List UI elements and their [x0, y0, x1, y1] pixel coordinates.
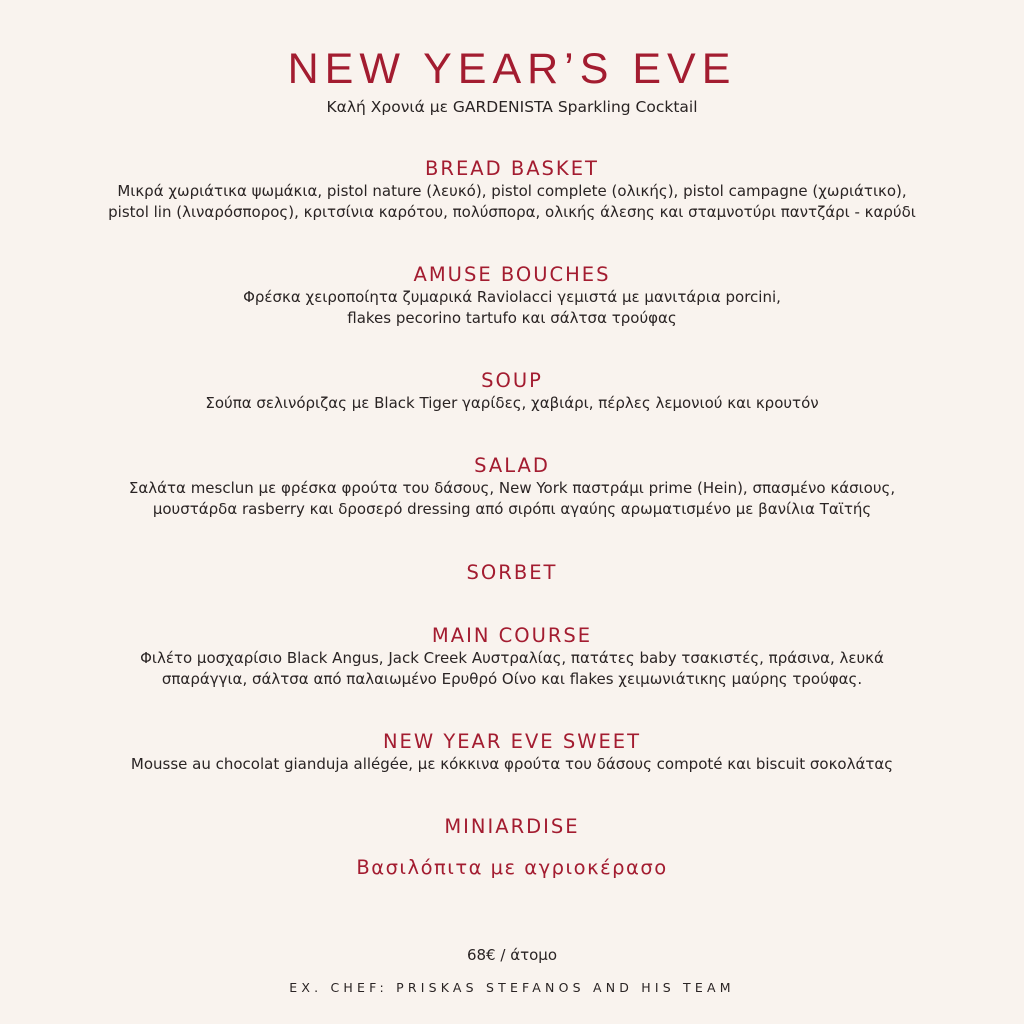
- price-per-person: 68€ / άτομο: [466, 946, 558, 964]
- section-soup: [0, 369, 1024, 414]
- section-heading: SALAD: [474, 454, 550, 477]
- section-main-course: [0, 624, 1024, 690]
- section-description-line: pistol lin (λιναρόσπορος), κριτσίνια καρότου, πολύσπορα, ολικής άλεσης και σταμνοτύρι παντζάρι - καρύδι: [108, 203, 916, 221]
- section-description-line: μουστάρδα rasberry και δροσερό dressing από σιρόπι αγαύης αρωματισμένο με βανίλια Ταϊτής: [152, 500, 872, 518]
- section-new-year-eve-sweet: [0, 730, 1024, 775]
- section-description-line: Σούπα σελινόριζας με Black Tiger γαρίδες, χαβιάρι, πέρλες λεμονιού και κρουτόν: [205, 394, 819, 412]
- section-heading: MAIN COURSE: [431, 624, 593, 647]
- section-salad: [0, 454, 1024, 520]
- section-amuse-bouches: [0, 263, 1024, 329]
- section-heading: SORBET: [466, 561, 558, 584]
- special-dessert: Βασιλόπιτα με αγριοκέρασο: [356, 856, 668, 879]
- chef-credit: EX. CHEF: PRISKAS STEFANOS AND HIS TEAM: [289, 980, 735, 995]
- section-description-line: flakes pecorino tartufo και σάλτσα τρούφας: [347, 309, 677, 327]
- section-description-line: σπαράγγια, σάλτσα από παλαιωμένο Ερυθρό Οίνο και flakes χειμωνιάτικης μαύρης τρούφας.: [161, 670, 863, 688]
- section-description-line: Μικρά χωριάτικα ψωμάκια, pistol nature (λευκό), pistol complete (ολικής), pistol campagne (χωριάτικο),: [117, 182, 907, 200]
- section-heading: BREAD BASKET: [425, 157, 599, 180]
- section-heading: MINIARDISE: [444, 815, 580, 838]
- section-bread-basket: [0, 157, 1024, 223]
- section-description-line: Φρέσκα χειροποίητα ζυμαρικά Raviolacci γεμιστά με μανιτάρια porcini,: [243, 288, 781, 306]
- section-description-line: Mousse au chocolat gianduja allégée, με κόκκινα φρούτα του δάσους compoté και biscuit σοκολάτας: [130, 755, 894, 773]
- section-miniardise: [0, 815, 1024, 839]
- section-sorbet: [0, 561, 1024, 585]
- menu-subtitle: Καλή Χρονιά με GARDENISTA Sparkling Cocktail: [326, 98, 698, 116]
- menu-title: NEW YEAR’S EVE: [287, 45, 737, 93]
- section-heading: AMUSE BOUCHES: [413, 263, 611, 286]
- section-heading: SOUP: [481, 369, 543, 392]
- section-description-line: Σαλάτα mesclun με φρέσκα φρούτα του δάσους, New York παστράμι prime (Hein), σπασμένο κάσιους,: [128, 479, 896, 497]
- section-heading: NEW YEAR EVE SWEET: [382, 730, 642, 753]
- section-description-line: Φιλέτο μοσχαρίσιο Black Angus, Jack Creek Αυστραλίας, πατάτες baby τσακιστές, πράσινα, λευκά: [140, 649, 884, 667]
